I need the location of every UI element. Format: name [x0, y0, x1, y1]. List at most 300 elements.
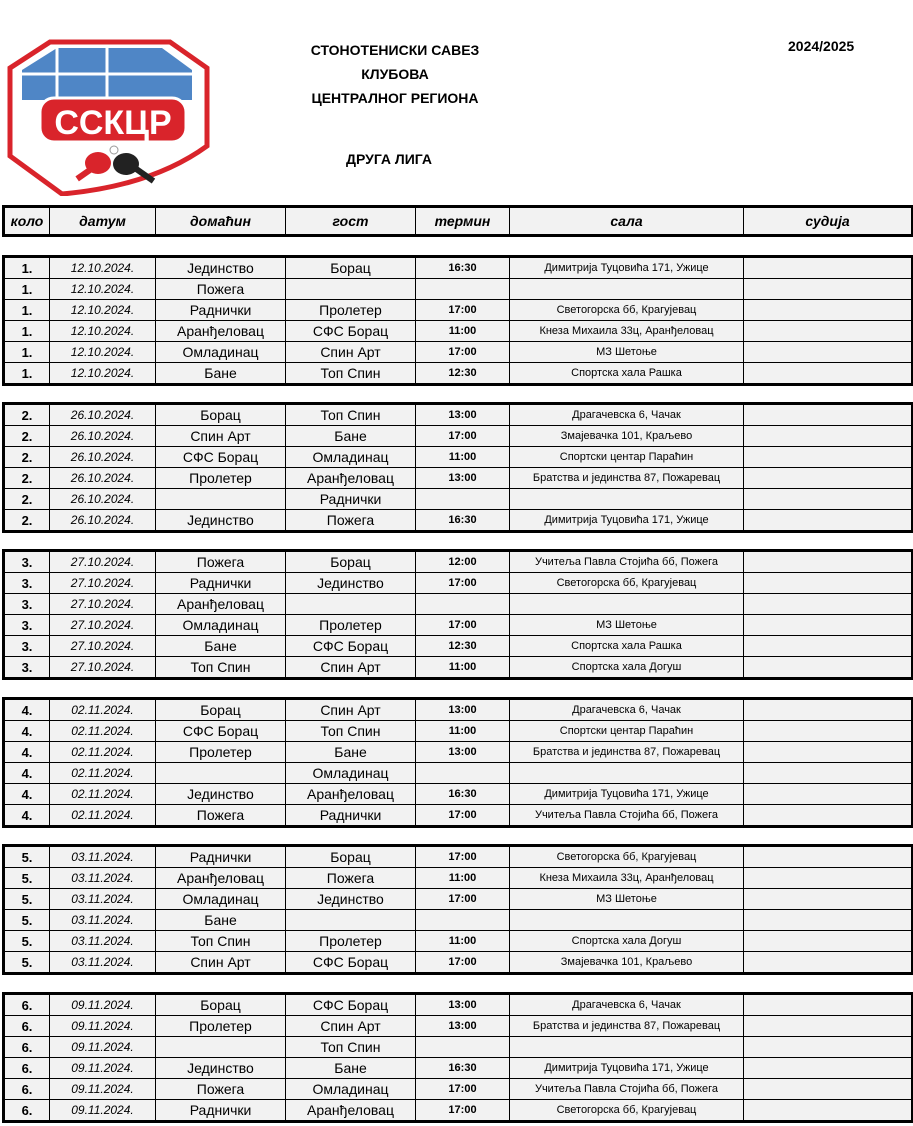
kolo-cell: 1.	[4, 342, 50, 363]
hall-cell	[510, 594, 744, 615]
kolo-cell: 4.	[4, 721, 50, 742]
round-table	[2, 697, 913, 828]
time-cell: 17:00	[416, 805, 510, 827]
hall-cell: Спортски центар Параћин	[510, 447, 744, 468]
organization-name	[290, 38, 500, 110]
date-cell: 26.10.2024.	[50, 489, 156, 510]
home-team-cell: Омладинац	[156, 342, 286, 363]
referee-cell	[744, 363, 913, 385]
hall-cell: Кнеза Михаила 33ц, Аранђеловац	[510, 868, 744, 889]
hall-cell: МЗ Шетоње	[510, 615, 744, 636]
kolo-cell: 5.	[4, 952, 50, 974]
date-cell: 26.10.2024.	[50, 404, 156, 426]
hall-cell: Учитеља Павла Стојића бб, Пожега	[510, 1079, 744, 1100]
away-team-cell: СФС Борац	[286, 636, 416, 657]
table-row	[4, 468, 913, 489]
time-cell	[416, 489, 510, 510]
table-row	[4, 994, 913, 1016]
home-team-cell: Пожега	[156, 805, 286, 827]
referee-cell	[744, 279, 913, 300]
referee-cell	[744, 868, 913, 889]
time-cell: 17:00	[416, 889, 510, 910]
time-cell	[416, 910, 510, 931]
time-cell	[416, 279, 510, 300]
referee-cell	[744, 447, 913, 468]
table-row	[4, 573, 913, 594]
hall-cell: Димитрија Туцовића 171, Ужице	[510, 784, 744, 805]
time-cell: 17:00	[416, 846, 510, 868]
table-row	[4, 510, 913, 532]
away-team-cell: Спин Арт	[286, 699, 416, 721]
table-row	[4, 931, 913, 952]
table-row	[4, 363, 913, 385]
kolo-cell: 4.	[4, 763, 50, 784]
date-cell: 26.10.2024.	[50, 447, 156, 468]
kolo-cell: 3.	[4, 657, 50, 679]
away-team-cell: Аранђеловац	[286, 468, 416, 489]
hall-cell: Змајевачка 101, Краљево	[510, 426, 744, 447]
kolo-cell: 2.	[4, 510, 50, 532]
sskcr-logo	[2, 36, 212, 196]
away-team-cell: Борац	[286, 846, 416, 868]
hall-cell: Светогорска бб, Крагујевац	[510, 300, 744, 321]
table-row	[4, 594, 913, 615]
referee-cell	[744, 846, 913, 868]
header-hall: сала	[510, 207, 744, 236]
date-cell: 09.11.2024.	[50, 1079, 156, 1100]
away-team-cell	[286, 910, 416, 931]
round-table	[2, 255, 913, 386]
away-team-cell: Омладинац	[286, 447, 416, 468]
home-team-cell: Аранђеловац	[156, 594, 286, 615]
referee-cell	[744, 510, 913, 532]
kolo-cell: 5.	[4, 931, 50, 952]
referee-cell	[744, 636, 913, 657]
date-cell: 02.11.2024.	[50, 699, 156, 721]
time-cell: 13:00	[416, 994, 510, 1016]
kolo-cell: 1.	[4, 363, 50, 385]
table-row	[4, 742, 913, 763]
home-team-cell: Раднички	[156, 573, 286, 594]
away-team-cell: Омладинац	[286, 763, 416, 784]
kolo-cell: 6.	[4, 1016, 50, 1037]
away-team-cell: Топ Спин	[286, 1037, 416, 1058]
date-cell: 02.11.2024.	[50, 805, 156, 827]
date-cell: 26.10.2024.	[50, 426, 156, 447]
season-label: 2024/2025	[788, 38, 855, 54]
date-cell: 27.10.2024.	[50, 657, 156, 679]
kolo-cell: 1.	[4, 300, 50, 321]
referee-cell	[744, 468, 913, 489]
hall-cell: Драгачевска 6, Чачак	[510, 699, 744, 721]
date-cell: 03.11.2024.	[50, 952, 156, 974]
referee-cell	[744, 551, 913, 573]
home-team-cell: Јединство	[156, 510, 286, 532]
date-cell: 26.10.2024.	[50, 468, 156, 489]
time-cell: 13:00	[416, 742, 510, 763]
kolo-cell: 2.	[4, 404, 50, 426]
kolo-cell: 1.	[4, 279, 50, 300]
home-team-cell: Борац	[156, 699, 286, 721]
home-team-cell: Борац	[156, 994, 286, 1016]
date-cell: 12.10.2024.	[50, 300, 156, 321]
time-cell	[416, 763, 510, 784]
date-cell: 27.10.2024.	[50, 573, 156, 594]
kolo-cell: 5.	[4, 868, 50, 889]
away-team-cell: СФС Борац	[286, 994, 416, 1016]
time-cell: 17:00	[416, 573, 510, 594]
hall-cell: Спортска хала Догуш	[510, 657, 744, 679]
time-cell: 11:00	[416, 931, 510, 952]
referee-cell	[744, 994, 913, 1016]
away-team-cell: Борац	[286, 257, 416, 279]
hall-cell: Димитрија Туцовића 171, Ужице	[510, 510, 744, 532]
round-table	[2, 549, 913, 680]
referee-cell	[744, 1037, 913, 1058]
referee-cell	[744, 931, 913, 952]
table-row	[4, 426, 913, 447]
date-cell: 12.10.2024.	[50, 257, 156, 279]
time-cell: 17:00	[416, 300, 510, 321]
kolo-cell: 6.	[4, 1079, 50, 1100]
away-team-cell: Спин Арт	[286, 657, 416, 679]
hall-cell: Димитрија Туцовића 171, Ужице	[510, 257, 744, 279]
time-cell: 13:00	[416, 699, 510, 721]
hall-cell: Димитрија Туцовића 171, Ужице	[510, 1058, 744, 1079]
table-row	[4, 1079, 913, 1100]
away-team-cell: Спин Арт	[286, 342, 416, 363]
home-team-cell: Омладинац	[156, 615, 286, 636]
table-row	[4, 889, 913, 910]
home-team-cell: Јединство	[156, 1058, 286, 1079]
table-row	[4, 868, 913, 889]
hall-cell	[510, 489, 744, 510]
hall-cell: Светогорска бб, Крагујевац	[510, 846, 744, 868]
table-row	[4, 342, 913, 363]
hall-cell	[510, 763, 744, 784]
away-team-cell: СФС Борац	[286, 321, 416, 342]
table-row	[4, 1058, 913, 1079]
kolo-cell: 6.	[4, 1037, 50, 1058]
away-team-cell: Пролетер	[286, 931, 416, 952]
away-team-cell: Омладинац	[286, 1079, 416, 1100]
table-row	[4, 805, 913, 827]
referee-cell	[744, 1100, 913, 1122]
time-cell: 11:00	[416, 321, 510, 342]
date-cell: 27.10.2024.	[50, 594, 156, 615]
kolo-cell: 5.	[4, 846, 50, 868]
date-cell: 12.10.2024.	[50, 342, 156, 363]
referee-cell	[744, 721, 913, 742]
time-cell: 17:00	[416, 342, 510, 363]
home-team-cell: Топ Спин	[156, 657, 286, 679]
date-cell: 12.10.2024.	[50, 321, 156, 342]
table-row	[4, 784, 913, 805]
time-cell: 13:00	[416, 404, 510, 426]
table-row	[4, 846, 913, 868]
referee-cell	[744, 1016, 913, 1037]
time-cell: 17:00	[416, 1100, 510, 1122]
time-cell: 16:30	[416, 510, 510, 532]
hall-cell: Драгачевска 6, Чачак	[510, 994, 744, 1016]
table-row	[4, 404, 913, 426]
header-home: домаћин	[156, 207, 286, 236]
table-row	[4, 910, 913, 931]
away-team-cell: Борац	[286, 551, 416, 573]
table-row	[4, 257, 913, 279]
time-cell: 17:00	[416, 426, 510, 447]
date-cell: 02.11.2024.	[50, 721, 156, 742]
date-cell: 02.11.2024.	[50, 784, 156, 805]
home-team-cell: Пожега	[156, 551, 286, 573]
kolo-cell: 4.	[4, 805, 50, 827]
hall-cell: Змајевачка 101, Краљево	[510, 952, 744, 974]
table-row	[4, 657, 913, 679]
time-cell: 17:00	[416, 952, 510, 974]
away-team-cell: Раднички	[286, 489, 416, 510]
kolo-cell: 5.	[4, 910, 50, 931]
away-team-cell: Аранђеловац	[286, 784, 416, 805]
referee-cell	[744, 805, 913, 827]
date-cell: 09.11.2024.	[50, 994, 156, 1016]
referee-cell	[744, 342, 913, 363]
away-team-cell	[286, 594, 416, 615]
kolo-cell: 2.	[4, 468, 50, 489]
referee-cell	[744, 300, 913, 321]
date-cell: 12.10.2024.	[50, 363, 156, 385]
referee-cell	[744, 321, 913, 342]
header-referee: судија	[744, 207, 913, 236]
away-team-cell: Бане	[286, 742, 416, 763]
home-team-cell: Спин Арт	[156, 952, 286, 974]
referee-cell	[744, 404, 913, 426]
away-team-cell: Спин Арт	[286, 1016, 416, 1037]
home-team-cell: Пожега	[156, 1079, 286, 1100]
date-cell: 27.10.2024.	[50, 551, 156, 573]
date-cell: 03.11.2024.	[50, 931, 156, 952]
referee-cell	[744, 426, 913, 447]
home-team-cell: СФС Борац	[156, 721, 286, 742]
away-team-cell: Бане	[286, 426, 416, 447]
home-team-cell: Аранђеловац	[156, 868, 286, 889]
kolo-cell: 6.	[4, 994, 50, 1016]
time-cell: 16:30	[416, 784, 510, 805]
date-cell: 27.10.2024.	[50, 636, 156, 657]
org-line-2: КЛУБОВА	[361, 66, 429, 82]
date-cell: 03.11.2024.	[50, 889, 156, 910]
time-cell: 13:00	[416, 1016, 510, 1037]
away-team-cell: Пролетер	[286, 300, 416, 321]
home-team-cell: Пролетер	[156, 1016, 286, 1037]
date-cell: 03.11.2024.	[50, 868, 156, 889]
home-team-cell: Раднички	[156, 1100, 286, 1122]
header-away: гост	[286, 207, 416, 236]
date-cell: 09.11.2024.	[50, 1037, 156, 1058]
date-cell: 26.10.2024.	[50, 510, 156, 532]
date-cell: 02.11.2024.	[50, 742, 156, 763]
home-team-cell	[156, 763, 286, 784]
table-row	[4, 300, 913, 321]
time-cell: 13:00	[416, 468, 510, 489]
home-team-cell: Раднички	[156, 300, 286, 321]
kolo-cell: 3.	[4, 636, 50, 657]
date-cell: 09.11.2024.	[50, 1100, 156, 1122]
date-cell: 27.10.2024.	[50, 615, 156, 636]
table-row	[4, 551, 913, 573]
kolo-cell: 1.	[4, 321, 50, 342]
hall-cell: Кнеза Михаила 33ц, Аранђеловац	[510, 321, 744, 342]
away-team-cell: Топ Спин	[286, 363, 416, 385]
hall-cell: МЗ Шетоње	[510, 889, 744, 910]
home-team-cell: Бане	[156, 910, 286, 931]
hall-cell: Спортски центар Параћин	[510, 721, 744, 742]
away-team-cell: Раднички	[286, 805, 416, 827]
hall-cell	[510, 910, 744, 931]
hall-cell: Братства и јединства 87, Пожаревац	[510, 1016, 744, 1037]
referee-cell	[744, 742, 913, 763]
org-line-3: ЦЕНТРАЛНОГ РЕГИОНА	[311, 90, 479, 106]
kolo-cell: 3.	[4, 551, 50, 573]
referee-cell	[744, 910, 913, 931]
home-team-cell: Аранђеловац	[156, 321, 286, 342]
referee-cell	[744, 489, 913, 510]
date-cell: 09.11.2024.	[50, 1016, 156, 1037]
table-row	[4, 615, 913, 636]
hall-cell: МЗ Шетоње	[510, 342, 744, 363]
kolo-cell: 6.	[4, 1100, 50, 1122]
round-table	[2, 844, 913, 975]
away-team-cell: Топ Спин	[286, 404, 416, 426]
home-team-cell: Пролетер	[156, 468, 286, 489]
time-cell	[416, 594, 510, 615]
table-row	[4, 279, 913, 300]
table-row	[4, 763, 913, 784]
round-table	[2, 992, 913, 1123]
hall-cell: Спортска хала Рашка	[510, 636, 744, 657]
kolo-cell: 4.	[4, 784, 50, 805]
hall-cell: Спортска хала Рашка	[510, 363, 744, 385]
date-cell: 03.11.2024.	[50, 846, 156, 868]
time-cell: 11:00	[416, 721, 510, 742]
date-cell: 03.11.2024.	[50, 910, 156, 931]
table-row	[4, 636, 913, 657]
home-team-cell	[156, 489, 286, 510]
table-row	[4, 1016, 913, 1037]
time-cell: 12:00	[416, 551, 510, 573]
kolo-cell: 3.	[4, 573, 50, 594]
away-team-cell: Топ Спин	[286, 721, 416, 742]
header-time: термин	[416, 207, 510, 236]
away-team-cell: Пожега	[286, 868, 416, 889]
referee-cell	[744, 615, 913, 636]
hall-cell: Спортска хала Догуш	[510, 931, 744, 952]
time-cell: 16:30	[416, 257, 510, 279]
time-cell	[416, 1037, 510, 1058]
time-cell: 11:00	[416, 447, 510, 468]
home-team-cell: Раднички	[156, 846, 286, 868]
time-cell: 12:30	[416, 636, 510, 657]
date-cell: 12.10.2024.	[50, 279, 156, 300]
table-row	[4, 952, 913, 974]
referee-cell	[744, 257, 913, 279]
table-row	[4, 699, 913, 721]
referee-cell	[744, 1058, 913, 1079]
home-team-cell: Јединство	[156, 257, 286, 279]
home-team-cell: Бане	[156, 636, 286, 657]
referee-cell	[744, 889, 913, 910]
hall-cell: Светогорска бб, Крагујевац	[510, 1100, 744, 1122]
home-team-cell: Омладинац	[156, 889, 286, 910]
kolo-cell: 3.	[4, 594, 50, 615]
away-team-cell: Пролетер	[286, 615, 416, 636]
date-cell: 02.11.2024.	[50, 763, 156, 784]
home-team-cell: СФС Борац	[156, 447, 286, 468]
home-team-cell	[156, 1037, 286, 1058]
kolo-cell: 2.	[4, 447, 50, 468]
away-team-cell: СФС Борац	[286, 952, 416, 974]
home-team-cell: Топ Спин	[156, 931, 286, 952]
header-kolo: коло	[4, 207, 50, 236]
kolo-cell: 1.	[4, 257, 50, 279]
referee-cell	[744, 784, 913, 805]
hall-cell: Братства и јединства 87, Пожаревац	[510, 468, 744, 489]
column-header-row	[2, 205, 913, 237]
table-row	[4, 447, 913, 468]
home-team-cell: Спин Арт	[156, 426, 286, 447]
home-team-cell: Бане	[156, 363, 286, 385]
table-row	[4, 1100, 913, 1122]
table-row	[4, 1037, 913, 1058]
hall-cell: Учитеља Павла Стојића бб, Пожега	[510, 805, 744, 827]
hall-cell: Светогорска бб, Крагујевац	[510, 573, 744, 594]
round-table	[2, 402, 913, 533]
home-team-cell: Пожега	[156, 279, 286, 300]
away-team-cell: Јединство	[286, 889, 416, 910]
away-team-cell: Аранђеловац	[286, 1100, 416, 1122]
away-team-cell	[286, 279, 416, 300]
time-cell: 11:00	[416, 868, 510, 889]
time-cell: 11:00	[416, 657, 510, 679]
time-cell: 17:00	[416, 615, 510, 636]
kolo-cell: 4.	[4, 742, 50, 763]
referee-cell	[744, 594, 913, 615]
hall-cell	[510, 1037, 744, 1058]
referee-cell	[744, 573, 913, 594]
hall-cell	[510, 279, 744, 300]
date-cell: 09.11.2024.	[50, 1058, 156, 1079]
table-row	[4, 321, 913, 342]
home-team-cell: Пролетер	[156, 742, 286, 763]
logo-text: ССКЦР	[54, 104, 172, 142]
referee-cell	[744, 657, 913, 679]
hall-cell: Учитеља Павла Стојића бб, Пожега	[510, 551, 744, 573]
home-team-cell: Борац	[156, 404, 286, 426]
away-team-cell: Јединство	[286, 573, 416, 594]
table-row	[4, 489, 913, 510]
kolo-cell: 5.	[4, 889, 50, 910]
away-team-cell: Пожега	[286, 510, 416, 532]
time-cell: 17:00	[416, 1079, 510, 1100]
kolo-cell: 2.	[4, 426, 50, 447]
league-title: ДРУГА ЛИГА	[346, 151, 432, 167]
referee-cell	[744, 699, 913, 721]
away-team-cell: Бане	[286, 1058, 416, 1079]
kolo-cell: 6.	[4, 1058, 50, 1079]
time-cell: 12:30	[416, 363, 510, 385]
referee-cell	[744, 952, 913, 974]
kolo-cell: 4.	[4, 699, 50, 721]
home-team-cell: Јединство	[156, 784, 286, 805]
